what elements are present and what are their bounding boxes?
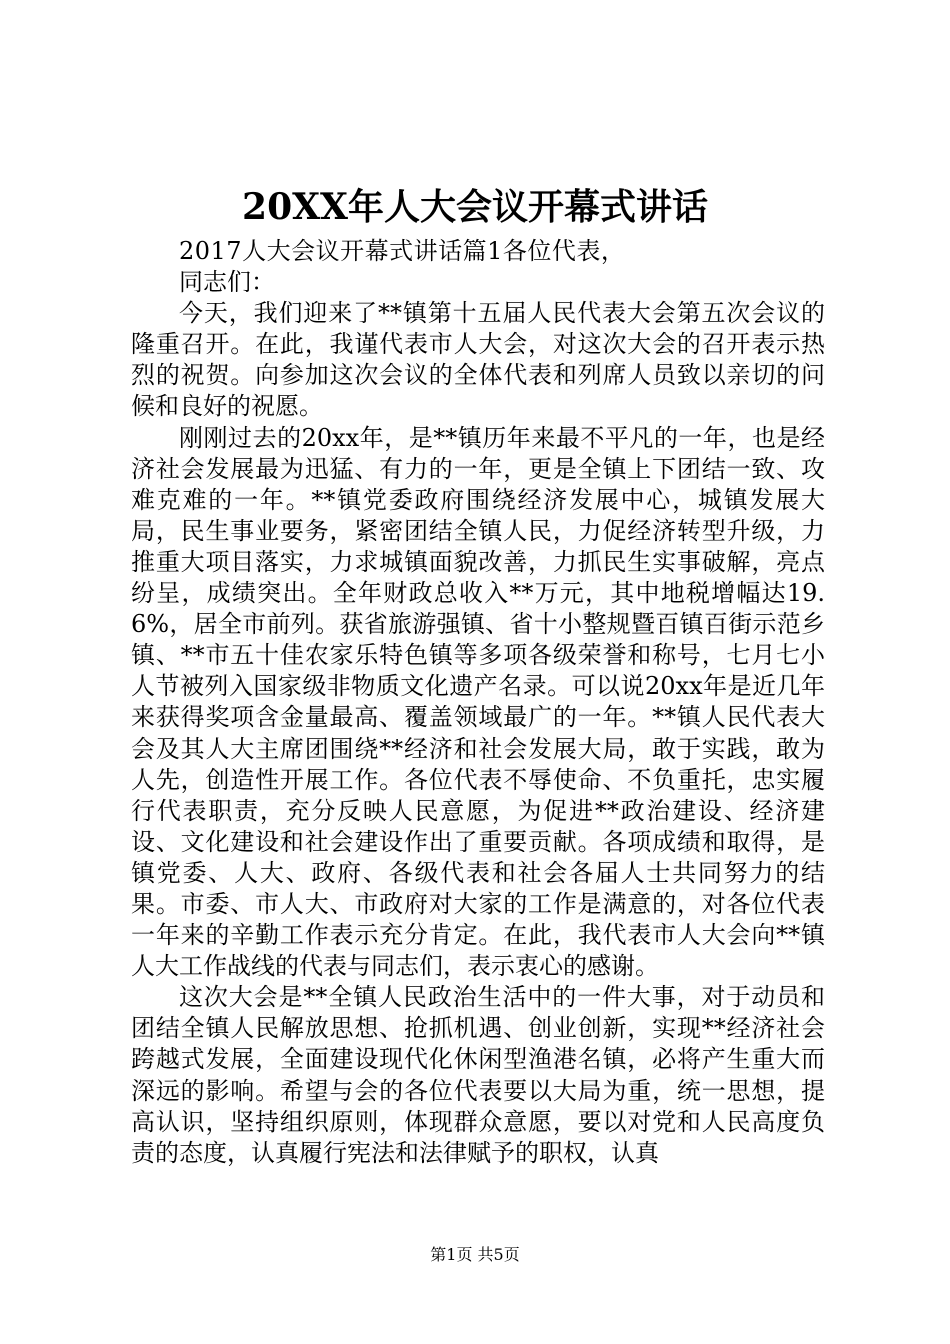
document-body [131,236,825,1169]
paragraph-review: 刚刚过去的20xx年，是**镇历年来最不平凡的一年，也是经济社会发展最为迅猛、有力的一年，更是全镇上下团结一致、攻难克难的一年。**镇党委政府围绕经济发展中心，城镇发展大局，民生事业要务，紧密团结全镇人民，力促经济转型升级，力推重大项目落实，力求城镇面貌改善，力抓民生实事破解，亮点纷呈，成绩突出。全年财政总收入**万元，其中地税增幅达19.6%，居全市前列。获省旅游强镇、省十小整规暨百镇百街示范乡镇、**市五十佳农家乐特色镇等多项各级荣誉和称号，七月七小人节被列入国家级非物质文化遗产名录。可以说20xx年是近几年来获得奖项含金量最高、覆盖领域最广的一年。**镇人民代表大会及其人大主席团围绕**经济和社会发展大局，敢于实践，敢为人先，创造性开展工作。各位代表不辱使命、不负重托，忠实履行代表职责，充分反映人民意愿，为促进**政治建设、经济建设、文化建设和社会建设作出了重要贡献。各项成绩和取得，是镇党委、人大、政府、各级代表和社会各届人士共同努力的结果。市委、市人大、市政府对大家的工作是满意的，对各位代表一年来的辛勤工作表示充分肯定。在此，我代表市人大会向**镇人大工作战线的代表与同志们，表示衷心的感谢。 [131,423,825,981]
paragraph-significance: 这次大会是**全镇人民政治生活中的一件大事，对于动员和团结全镇人民解放思想、抢抓机遇、创业创新，实现**经济社会跨越式发展，全面建设现代化休闲型渔港名镇，必将产生重大而深远的影响。希望与会的各位代表要以大局为重，统一思想，提高认识，坚持组织原则，体现群众意愿，要以对党和人民高度负责的态度，认真履行宪法和法律赋予的职权，认真 [131,983,825,1167]
paragraph-opening: 2017人大会议开幕式讲话篇1各位代表， [179,237,626,265]
page-number-footer: 第1页 共5页 [430,1245,520,1264]
document-title: 20XX年人大会议开幕式讲话 [242,186,708,228]
paragraph-greeting: 今天，我们迎来了**镇第十五届人民代表大会第五次会议的隆重召开。在此，我谨代表市人大会，对这次大会的召开表示热烈的祝贺。向参加这次会议的全体代表和列席人员致以亲切的问候和良好的祝愿。 [131,299,825,421]
paragraph-salutation: 同志们： [179,268,275,297]
